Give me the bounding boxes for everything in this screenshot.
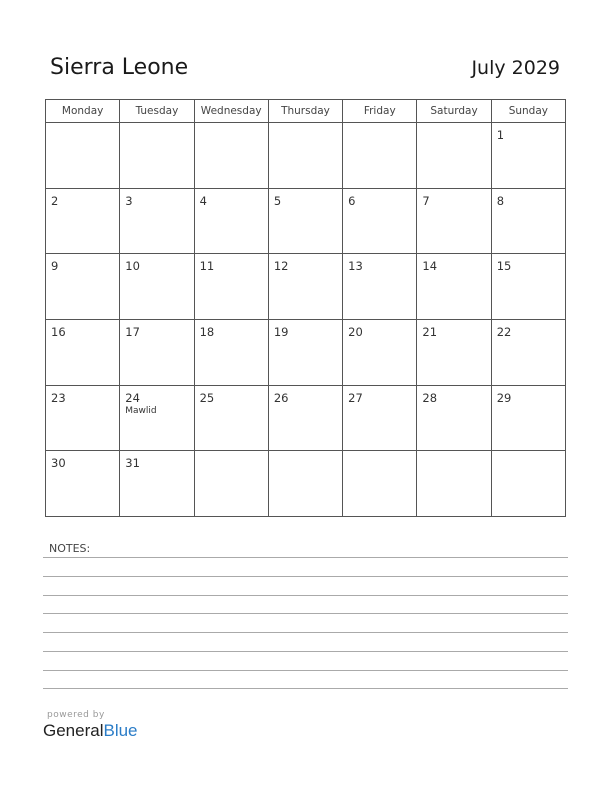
day-number [195, 123, 268, 129]
day-number: 1 [496, 128, 505, 142]
day-cell[interactable] [120, 385, 194, 451]
day-cell[interactable] [46, 451, 120, 517]
weekday-header: Tuesday [120, 100, 194, 123]
weekday-header: Saturday [417, 100, 491, 123]
day-number: 7 [422, 193, 430, 208]
day-number: 30 [51, 456, 66, 471]
weekday-header: Sunday [491, 100, 565, 123]
week-row [46, 451, 566, 517]
day-cell[interactable] [491, 188, 565, 254]
day-cell[interactable] [268, 188, 342, 254]
day-cell[interactable] [268, 451, 342, 517]
day-number: 13 [348, 259, 363, 274]
brand-blue: Blue [103, 721, 138, 740]
day-cell[interactable] [46, 123, 120, 189]
week-row [46, 385, 566, 451]
week-row [46, 319, 566, 385]
day-number: 25 [199, 390, 215, 405]
day-number: 18 [199, 324, 215, 339]
calendar-grid [45, 99, 566, 517]
day-number: 8 [496, 193, 505, 208]
day-number: 23 [51, 390, 66, 405]
day-cell[interactable] [120, 254, 194, 320]
day-number: 10 [125, 259, 140, 274]
day-cell[interactable] [343, 385, 417, 451]
day-number: 2 [51, 193, 59, 208]
day-cell[interactable] [417, 385, 491, 451]
day-number [343, 123, 416, 129]
page-title-country: Sierra Leone [50, 55, 189, 80]
day-number: 11 [199, 259, 215, 274]
day-cell[interactable] [120, 451, 194, 517]
generalblue-logo[interactable] [43, 721, 138, 741]
day-cell[interactable] [268, 123, 342, 189]
day-number [269, 451, 342, 457]
day-number: 26 [273, 390, 289, 405]
day-number [46, 123, 119, 129]
day-cell[interactable] [343, 123, 417, 189]
day-number: 4 [199, 193, 207, 208]
notes-line [43, 632, 568, 633]
day-cell[interactable] [194, 123, 268, 189]
day-cell[interactable] [194, 385, 268, 451]
day-number: 17 [125, 324, 140, 339]
day-cell[interactable] [417, 123, 491, 189]
notes-line [43, 613, 568, 614]
day-cell[interactable] [120, 123, 194, 189]
day-cell[interactable] [491, 385, 565, 451]
week-row [46, 254, 566, 320]
notes-line [43, 651, 568, 652]
day-number: 5 [273, 193, 282, 208]
day-cell[interactable] [417, 319, 491, 385]
day-cell[interactable] [46, 254, 120, 320]
weekday-header-row [46, 100, 566, 123]
day-cell[interactable] [46, 319, 120, 385]
day-cell[interactable] [194, 254, 268, 320]
day-number: 31 [125, 456, 140, 471]
month-label: July 2029 [471, 57, 560, 79]
day-cell[interactable] [343, 319, 417, 385]
day-number: 16 [51, 324, 66, 339]
day-number [195, 451, 268, 457]
day-cell[interactable] [491, 319, 565, 385]
week-row [46, 123, 566, 189]
day-number [343, 451, 416, 457]
day-cell[interactable] [268, 319, 342, 385]
holiday-label: Mawlid [125, 405, 157, 416]
day-cell[interactable] [194, 319, 268, 385]
weekday-header: Wednesday [194, 100, 268, 123]
day-number [269, 123, 342, 129]
day-cell[interactable] [343, 451, 417, 517]
day-number [417, 123, 490, 129]
notes-line [43, 595, 568, 596]
day-cell[interactable] [343, 254, 417, 320]
day-number: 24 [125, 390, 140, 405]
day-cell[interactable] [491, 123, 565, 189]
day-number: 28 [422, 390, 438, 405]
powered-by-text: powered by [47, 710, 105, 720]
brand-general: General [43, 721, 104, 740]
day-cell[interactable] [417, 188, 491, 254]
notes-label: NOTES: [49, 542, 91, 555]
day-number [120, 123, 193, 129]
day-number: 22 [496, 324, 512, 339]
day-cell[interactable] [194, 188, 268, 254]
day-cell[interactable] [46, 188, 120, 254]
weekday-header: Thursday [268, 100, 342, 123]
day-cell[interactable] [343, 188, 417, 254]
notes-line [43, 576, 568, 577]
day-number: 27 [348, 390, 363, 405]
week-row [46, 188, 566, 254]
weekday-header: Monday [46, 100, 120, 123]
day-number: 3 [125, 193, 133, 208]
day-cell[interactable] [268, 385, 342, 451]
day-number: 12 [273, 259, 289, 274]
weekday-header: Friday [343, 100, 417, 123]
day-number: 19 [273, 324, 289, 339]
day-number: 29 [496, 390, 512, 405]
day-cell[interactable] [120, 319, 194, 385]
notes-line [43, 557, 568, 558]
day-cell[interactable] [120, 188, 194, 254]
day-cell[interactable] [194, 451, 268, 517]
day-number: 15 [496, 259, 512, 274]
day-cell[interactable] [268, 254, 342, 320]
day-number: 20 [348, 324, 363, 339]
day-number [492, 451, 565, 457]
day-cell[interactable] [417, 451, 491, 517]
day-number: 9 [51, 259, 59, 274]
day-number [417, 451, 490, 457]
day-number: 6 [348, 193, 356, 208]
notes-line [43, 670, 568, 671]
day-cell[interactable] [417, 254, 491, 320]
notes-line [43, 688, 568, 689]
day-cell[interactable] [491, 451, 565, 517]
day-number: 21 [422, 324, 438, 339]
day-cell[interactable] [46, 385, 120, 451]
day-number: 14 [422, 259, 438, 274]
day-cell[interactable] [491, 254, 565, 320]
